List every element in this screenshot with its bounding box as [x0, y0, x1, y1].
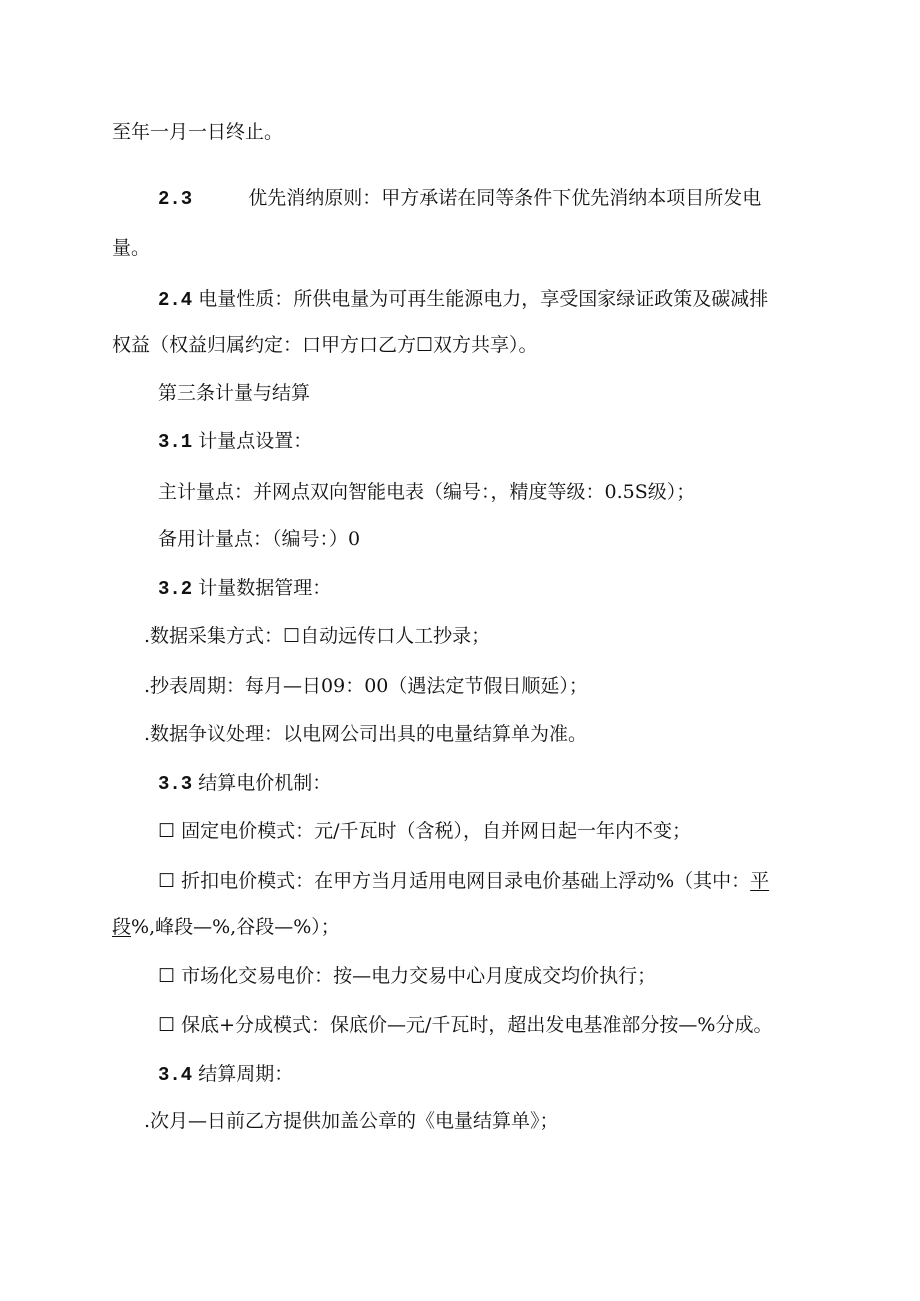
- clause-3-4: [158, 1062, 293, 1087]
- clause-number: 3.2: [158, 578, 193, 600]
- clause-number: 2.3: [158, 188, 193, 210]
- clause-text: 结算周期：: [198, 1063, 294, 1085]
- clause-3-3: [158, 771, 331, 796]
- clause-text: 优先消纳原则：甲方承诺在同等条件下优先消纳本项目所发电: [248, 187, 762, 209]
- main-meter-point: 主计量点：并网点双向智能电表（编号：，精度等级：0.5S级）；: [158, 481, 696, 503]
- backup-meter-point: 备用计量点：（编号：）0: [158, 528, 361, 550]
- clause-2-3-continued: 量。: [112, 237, 151, 259]
- text-line-term-end: 至年一月一日终止。: [112, 121, 284, 143]
- clause-number: 2.4: [158, 289, 193, 311]
- clause-2-3: [158, 186, 761, 211]
- article-3-heading: 第三条计量与结算: [158, 382, 311, 404]
- clause-text: 结算电价机制：: [198, 772, 332, 794]
- price-option-fixed: ☐ 固定电价模式：元/千瓦时（含税），自并网日起一年内不变；: [158, 820, 691, 842]
- clause-3-2: [158, 576, 331, 601]
- clause-number: 3.4: [158, 1064, 193, 1086]
- price-option-market: ☐ 市场化交易电价：按—电力交易中心月度成交均价执行；: [158, 965, 657, 987]
- clause-3-1: [158, 429, 312, 454]
- clause-number: 3.1: [158, 431, 193, 453]
- clause-text: 计量数据管理：: [198, 577, 332, 599]
- data-dispute-handling: .数据争议处理：以电网公司出具的电量结算单为准。: [144, 723, 588, 745]
- price-option-discount-continued: 段%,峰段—%,谷段—%）；: [112, 916, 340, 938]
- meter-reading-cycle: .抄表周期：每月—日09：00（遇法定节假日顺延）；: [144, 675, 588, 697]
- clause-2-4-continued: 权益（权益归属约定：口甲方口乙方☐双方共享）。: [112, 334, 538, 356]
- price-option-discount: ☐ 折扣电价模式：在甲方当月适用电网目录电价基础上浮动%（其中：平: [158, 870, 770, 892]
- clause-text: 计量点设置：: [198, 430, 313, 452]
- data-collection-method: .数据采集方式：☐自动远传口人工抄录；: [144, 625, 491, 647]
- settlement-statement-line: .次月—日前乙方提供加盖公章的《电量结算单》；: [144, 1110, 559, 1132]
- clause-number: 3.3: [158, 773, 193, 795]
- clause-text: 电量性质：所供电量为可再生能源电力，享受国家绿证政策及碳减排: [198, 288, 769, 310]
- price-option-floor-share: ☐ 保底+分成模式：保底价—元/千瓦时，超出发电基准部分按—%分成。: [158, 1014, 773, 1036]
- clause-2-4: [158, 287, 768, 312]
